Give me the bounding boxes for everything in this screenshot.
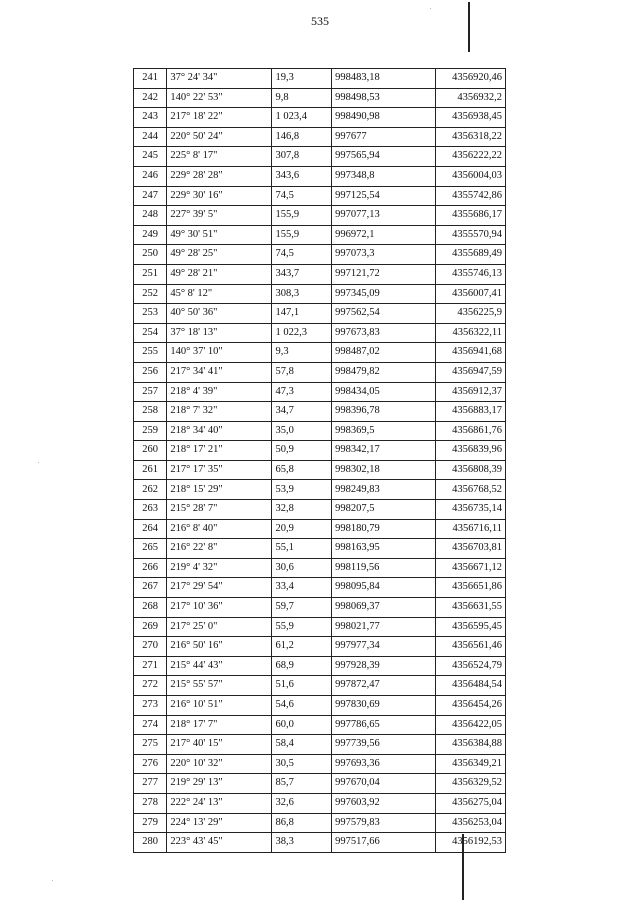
distance-cell: 308,3 — [272, 284, 332, 304]
y-coordinate-cell: 4356007,41 — [436, 284, 506, 304]
x-coordinate-cell: 997928,39 — [332, 656, 436, 676]
distance-cell: 38,3 — [272, 833, 332, 853]
angle-cell: 49° 28' 21" — [167, 264, 272, 284]
point-number-cell: 272 — [134, 676, 167, 696]
distance-cell: 343,7 — [272, 264, 332, 284]
angle-cell: 217° 29' 54" — [167, 578, 272, 598]
y-coordinate-cell: 4356384,88 — [436, 735, 506, 755]
distance-cell: 54,6 — [272, 696, 332, 716]
distance-cell: 47,3 — [272, 382, 332, 402]
x-coordinate-cell: 997565,94 — [332, 147, 436, 167]
table-row — [134, 382, 506, 402]
distance-cell: 155,9 — [272, 225, 332, 245]
distance-cell: 32,8 — [272, 500, 332, 520]
angle-cell: 222° 24' 13" — [167, 793, 272, 813]
point-number-cell: 247 — [134, 186, 167, 206]
distance-cell: 33,4 — [272, 578, 332, 598]
angle-cell: 229° 28' 28" — [167, 166, 272, 186]
x-coordinate-cell: 997830,69 — [332, 696, 436, 716]
table-row — [134, 735, 506, 755]
angle-cell: 217° 17' 35" — [167, 460, 272, 480]
y-coordinate-cell: 4356004,03 — [436, 166, 506, 186]
angle-cell: 220° 50' 24" — [167, 127, 272, 147]
point-number-cell: 257 — [134, 382, 167, 402]
table-row — [134, 519, 506, 539]
distance-cell: 55,1 — [272, 539, 332, 559]
y-coordinate-cell: 4356322,11 — [436, 323, 506, 343]
point-number-cell: 256 — [134, 362, 167, 382]
point-number-cell: 275 — [134, 735, 167, 755]
x-coordinate-cell: 998498,53 — [332, 88, 436, 108]
x-coordinate-cell: 998396,78 — [332, 402, 436, 422]
y-coordinate-cell: 4356932,2 — [436, 88, 506, 108]
x-coordinate-cell: 998095,84 — [332, 578, 436, 598]
table-row — [134, 617, 506, 637]
x-coordinate-cell: 997517,66 — [332, 833, 436, 853]
y-coordinate-cell: 4355746,13 — [436, 264, 506, 284]
x-coordinate-cell: 997677 — [332, 127, 436, 147]
angle-cell: 217° 25' 0" — [167, 617, 272, 637]
table-row — [134, 656, 506, 676]
x-coordinate-cell: 997739,56 — [332, 735, 436, 755]
table-row — [134, 147, 506, 167]
distance-cell: 55,9 — [272, 617, 332, 637]
table-row — [134, 578, 506, 598]
angle-cell: 49° 30' 51" — [167, 225, 272, 245]
angle-cell: 218° 17' 7" — [167, 715, 272, 735]
y-coordinate-cell: 4356222,22 — [436, 147, 506, 167]
distance-cell: 20,9 — [272, 519, 332, 539]
point-number-cell: 245 — [134, 147, 167, 167]
point-number-cell: 255 — [134, 343, 167, 363]
y-coordinate-cell: 4356808,39 — [436, 460, 506, 480]
point-number-cell: 262 — [134, 480, 167, 500]
distance-cell: 9,8 — [272, 88, 332, 108]
table-row — [134, 166, 506, 186]
table-row — [134, 245, 506, 265]
y-coordinate-cell: 4356631,55 — [436, 598, 506, 618]
point-number-cell: 261 — [134, 460, 167, 480]
point-number-cell: 268 — [134, 598, 167, 618]
table-row — [134, 715, 506, 735]
angle-cell: 225° 8' 17" — [167, 147, 272, 167]
angle-cell: 215° 28' 7" — [167, 500, 272, 520]
angle-cell: 219° 29' 13" — [167, 774, 272, 794]
x-coordinate-cell: 997348,8 — [332, 166, 436, 186]
distance-cell: 68,9 — [272, 656, 332, 676]
distance-cell: 58,4 — [272, 735, 332, 755]
x-coordinate-cell: 998434,05 — [332, 382, 436, 402]
angle-cell: 40° 50' 36" — [167, 304, 272, 324]
y-coordinate-cell: 4356225,9 — [436, 304, 506, 324]
x-coordinate-cell: 997977,34 — [332, 637, 436, 657]
distance-cell: 1 023,4 — [272, 108, 332, 128]
y-coordinate-cell: 4356422,05 — [436, 715, 506, 735]
table-row — [134, 696, 506, 716]
table-row — [134, 362, 506, 382]
y-coordinate-cell: 4356595,45 — [436, 617, 506, 637]
point-number-cell: 271 — [134, 656, 167, 676]
table-row — [134, 69, 506, 89]
distance-cell: 19,3 — [272, 69, 332, 89]
point-number-cell: 263 — [134, 500, 167, 520]
distance-cell: 59,7 — [272, 598, 332, 618]
point-number-cell: 280 — [134, 833, 167, 853]
angle-cell: 45° 8' 12" — [167, 284, 272, 304]
angle-cell: 49° 28' 25" — [167, 245, 272, 265]
point-number-cell: 276 — [134, 754, 167, 774]
y-coordinate-cell: 4356716,11 — [436, 519, 506, 539]
angle-cell: 140° 22' 53" — [167, 88, 272, 108]
table-row — [134, 88, 506, 108]
x-coordinate-cell: 997077,13 — [332, 206, 436, 226]
distance-cell: 35,0 — [272, 421, 332, 441]
x-coordinate-cell: 998021,77 — [332, 617, 436, 637]
y-coordinate-cell: 4356941,68 — [436, 343, 506, 363]
point-number-cell: 252 — [134, 284, 167, 304]
scan-dot — [38, 462, 39, 463]
x-coordinate-cell: 998249,83 — [332, 480, 436, 500]
distance-cell: 57,8 — [272, 362, 332, 382]
table-row — [134, 264, 506, 284]
distance-cell: 74,5 — [272, 245, 332, 265]
y-coordinate-cell: 4356484,54 — [436, 676, 506, 696]
x-coordinate-cell: 997073,3 — [332, 245, 436, 265]
y-coordinate-cell: 4355686,17 — [436, 206, 506, 226]
point-number-cell: 266 — [134, 558, 167, 578]
point-number-cell: 251 — [134, 264, 167, 284]
y-coordinate-cell: 4356861,76 — [436, 421, 506, 441]
table-row — [134, 460, 506, 480]
distance-cell: 50,9 — [272, 441, 332, 461]
distance-cell: 85,7 — [272, 774, 332, 794]
x-coordinate-cell: 997345,09 — [332, 284, 436, 304]
table-row — [134, 793, 506, 813]
angle-cell: 219° 4' 32" — [167, 558, 272, 578]
x-coordinate-cell: 997673,83 — [332, 323, 436, 343]
point-number-cell: 248 — [134, 206, 167, 226]
point-number-cell: 265 — [134, 539, 167, 559]
x-coordinate-cell: 998207,5 — [332, 500, 436, 520]
x-coordinate-cell: 997786,65 — [332, 715, 436, 735]
angle-cell: 216° 8' 40" — [167, 519, 272, 539]
distance-cell: 30,6 — [272, 558, 332, 578]
table-row — [134, 833, 506, 853]
x-coordinate-cell: 998342,17 — [332, 441, 436, 461]
y-coordinate-cell: 4356561,46 — [436, 637, 506, 657]
point-number-cell: 254 — [134, 323, 167, 343]
angle-cell: 215° 44' 43" — [167, 656, 272, 676]
point-number-cell: 264 — [134, 519, 167, 539]
y-coordinate-cell: 4355689,49 — [436, 245, 506, 265]
distance-cell: 60,0 — [272, 715, 332, 735]
table-row — [134, 598, 506, 618]
distance-cell: 9,3 — [272, 343, 332, 363]
table-row — [134, 402, 506, 422]
x-coordinate-cell: 998069,37 — [332, 598, 436, 618]
point-number-cell: 274 — [134, 715, 167, 735]
point-number-cell: 241 — [134, 69, 167, 89]
point-number-cell: 270 — [134, 637, 167, 657]
angle-cell: 218° 15' 29" — [167, 480, 272, 500]
angle-cell: 229° 30' 16" — [167, 186, 272, 206]
y-coordinate-cell: 4356920,46 — [436, 69, 506, 89]
table-row — [134, 441, 506, 461]
distance-cell: 155,9 — [272, 206, 332, 226]
y-coordinate-cell: 4356454,26 — [436, 696, 506, 716]
table-row — [134, 225, 506, 245]
point-number-cell: 279 — [134, 813, 167, 833]
table-row — [134, 323, 506, 343]
x-coordinate-cell: 997562,54 — [332, 304, 436, 324]
distance-cell: 30,5 — [272, 754, 332, 774]
x-coordinate-cell: 997603,92 — [332, 793, 436, 813]
coordinates-table-body — [134, 69, 506, 853]
distance-cell: 343,6 — [272, 166, 332, 186]
distance-cell: 34,7 — [272, 402, 332, 422]
point-number-cell: 246 — [134, 166, 167, 186]
angle-cell: 218° 7' 32" — [167, 402, 272, 422]
table-row — [134, 304, 506, 324]
x-coordinate-cell: 998369,5 — [332, 421, 436, 441]
distance-cell: 146,8 — [272, 127, 332, 147]
y-coordinate-cell: 4356192,53 — [436, 833, 506, 853]
x-coordinate-cell: 998163,95 — [332, 539, 436, 559]
angle-cell: 216° 50' 16" — [167, 637, 272, 657]
x-coordinate-cell: 998483,18 — [332, 69, 436, 89]
y-coordinate-cell: 4356947,59 — [436, 362, 506, 382]
y-coordinate-cell: 4356839,96 — [436, 441, 506, 461]
angle-cell: 216° 10' 51" — [167, 696, 272, 716]
point-number-cell: 260 — [134, 441, 167, 461]
y-coordinate-cell: 4356938,45 — [436, 108, 506, 128]
page-number: 535 — [311, 14, 329, 28]
x-coordinate-cell: 998479,82 — [332, 362, 436, 382]
table-row — [134, 637, 506, 657]
table-row — [134, 108, 506, 128]
distance-cell: 32,6 — [272, 793, 332, 813]
point-number-cell: 267 — [134, 578, 167, 598]
x-coordinate-cell: 998180,79 — [332, 519, 436, 539]
x-coordinate-cell: 997125,54 — [332, 186, 436, 206]
table-row — [134, 480, 506, 500]
table-row — [134, 186, 506, 206]
table-row — [134, 421, 506, 441]
distance-cell: 86,8 — [272, 813, 332, 833]
x-coordinate-cell: 997693,36 — [332, 754, 436, 774]
angle-cell: 217° 10' 36" — [167, 598, 272, 618]
angle-cell: 217° 18' 22" — [167, 108, 272, 128]
table-row — [134, 676, 506, 696]
x-coordinate-cell: 997872,47 — [332, 676, 436, 696]
distance-cell: 61,2 — [272, 637, 332, 657]
x-coordinate-cell: 998490,98 — [332, 108, 436, 128]
table-row — [134, 500, 506, 520]
scan-dot — [430, 8, 431, 9]
y-coordinate-cell: 4356275,04 — [436, 793, 506, 813]
table-row — [134, 206, 506, 226]
point-number-cell: 273 — [134, 696, 167, 716]
y-coordinate-cell: 4356253,04 — [436, 813, 506, 833]
angle-cell: 37° 18' 13" — [167, 323, 272, 343]
y-coordinate-cell: 4356524,79 — [436, 656, 506, 676]
y-coordinate-cell: 4356883,17 — [436, 402, 506, 422]
binding-mark-top — [468, 2, 470, 52]
point-number-cell: 244 — [134, 127, 167, 147]
y-coordinate-cell: 4356349,21 — [436, 754, 506, 774]
angle-cell: 215° 55' 57" — [167, 676, 272, 696]
x-coordinate-cell: 997670,04 — [332, 774, 436, 794]
distance-cell: 74,5 — [272, 186, 332, 206]
distance-cell: 51,6 — [272, 676, 332, 696]
table-row — [134, 343, 506, 363]
angle-cell: 223° 43' 45" — [167, 833, 272, 853]
distance-cell: 1 022,3 — [272, 323, 332, 343]
distance-cell: 147,1 — [272, 304, 332, 324]
point-number-cell: 253 — [134, 304, 167, 324]
y-coordinate-cell: 4356318,22 — [436, 127, 506, 147]
coordinates-table — [133, 68, 506, 853]
x-coordinate-cell: 998302,18 — [332, 460, 436, 480]
point-number-cell: 250 — [134, 245, 167, 265]
y-coordinate-cell: 4355742,86 — [436, 186, 506, 206]
angle-cell: 218° 34' 40" — [167, 421, 272, 441]
table-row — [134, 284, 506, 304]
angle-cell: 224° 13' 29" — [167, 813, 272, 833]
angle-cell: 37° 24' 34" — [167, 69, 272, 89]
y-coordinate-cell: 4356329,52 — [436, 774, 506, 794]
y-coordinate-cell: 4356912,37 — [436, 382, 506, 402]
angle-cell: 220° 10' 32" — [167, 754, 272, 774]
x-coordinate-cell: 997121,72 — [332, 264, 436, 284]
angle-cell: 216° 22' 8" — [167, 539, 272, 559]
angle-cell: 227° 39' 5" — [167, 206, 272, 226]
y-coordinate-cell: 4356651,86 — [436, 578, 506, 598]
point-number-cell: 243 — [134, 108, 167, 128]
point-number-cell: 278 — [134, 793, 167, 813]
y-coordinate-cell: 4356768,52 — [436, 480, 506, 500]
y-coordinate-cell: 4356671,12 — [436, 558, 506, 578]
x-coordinate-cell: 998487,02 — [332, 343, 436, 363]
distance-cell: 65,8 — [272, 460, 332, 480]
angle-cell: 218° 17' 21" — [167, 441, 272, 461]
x-coordinate-cell: 998119,56 — [332, 558, 436, 578]
point-number-cell: 249 — [134, 225, 167, 245]
table-row — [134, 813, 506, 833]
y-coordinate-cell: 4356735,14 — [436, 500, 506, 520]
table-row — [134, 774, 506, 794]
y-coordinate-cell: 4356703,81 — [436, 539, 506, 559]
point-number-cell: 242 — [134, 88, 167, 108]
angle-cell: 217° 34' 41" — [167, 362, 272, 382]
angle-cell: 140° 37' 10" — [167, 343, 272, 363]
x-coordinate-cell: 996972,1 — [332, 225, 436, 245]
distance-cell: 53,9 — [272, 480, 332, 500]
x-coordinate-cell: 997579,83 — [332, 813, 436, 833]
table-row — [134, 539, 506, 559]
point-number-cell: 269 — [134, 617, 167, 637]
point-number-cell: 258 — [134, 402, 167, 422]
table-row — [134, 558, 506, 578]
table-row — [134, 127, 506, 147]
point-number-cell: 277 — [134, 774, 167, 794]
scan-dot — [52, 880, 53, 881]
y-coordinate-cell: 4355570,94 — [436, 225, 506, 245]
angle-cell: 218° 4' 39" — [167, 382, 272, 402]
table-row — [134, 754, 506, 774]
point-number-cell: 259 — [134, 421, 167, 441]
distance-cell: 307,8 — [272, 147, 332, 167]
angle-cell: 217° 40' 15" — [167, 735, 272, 755]
